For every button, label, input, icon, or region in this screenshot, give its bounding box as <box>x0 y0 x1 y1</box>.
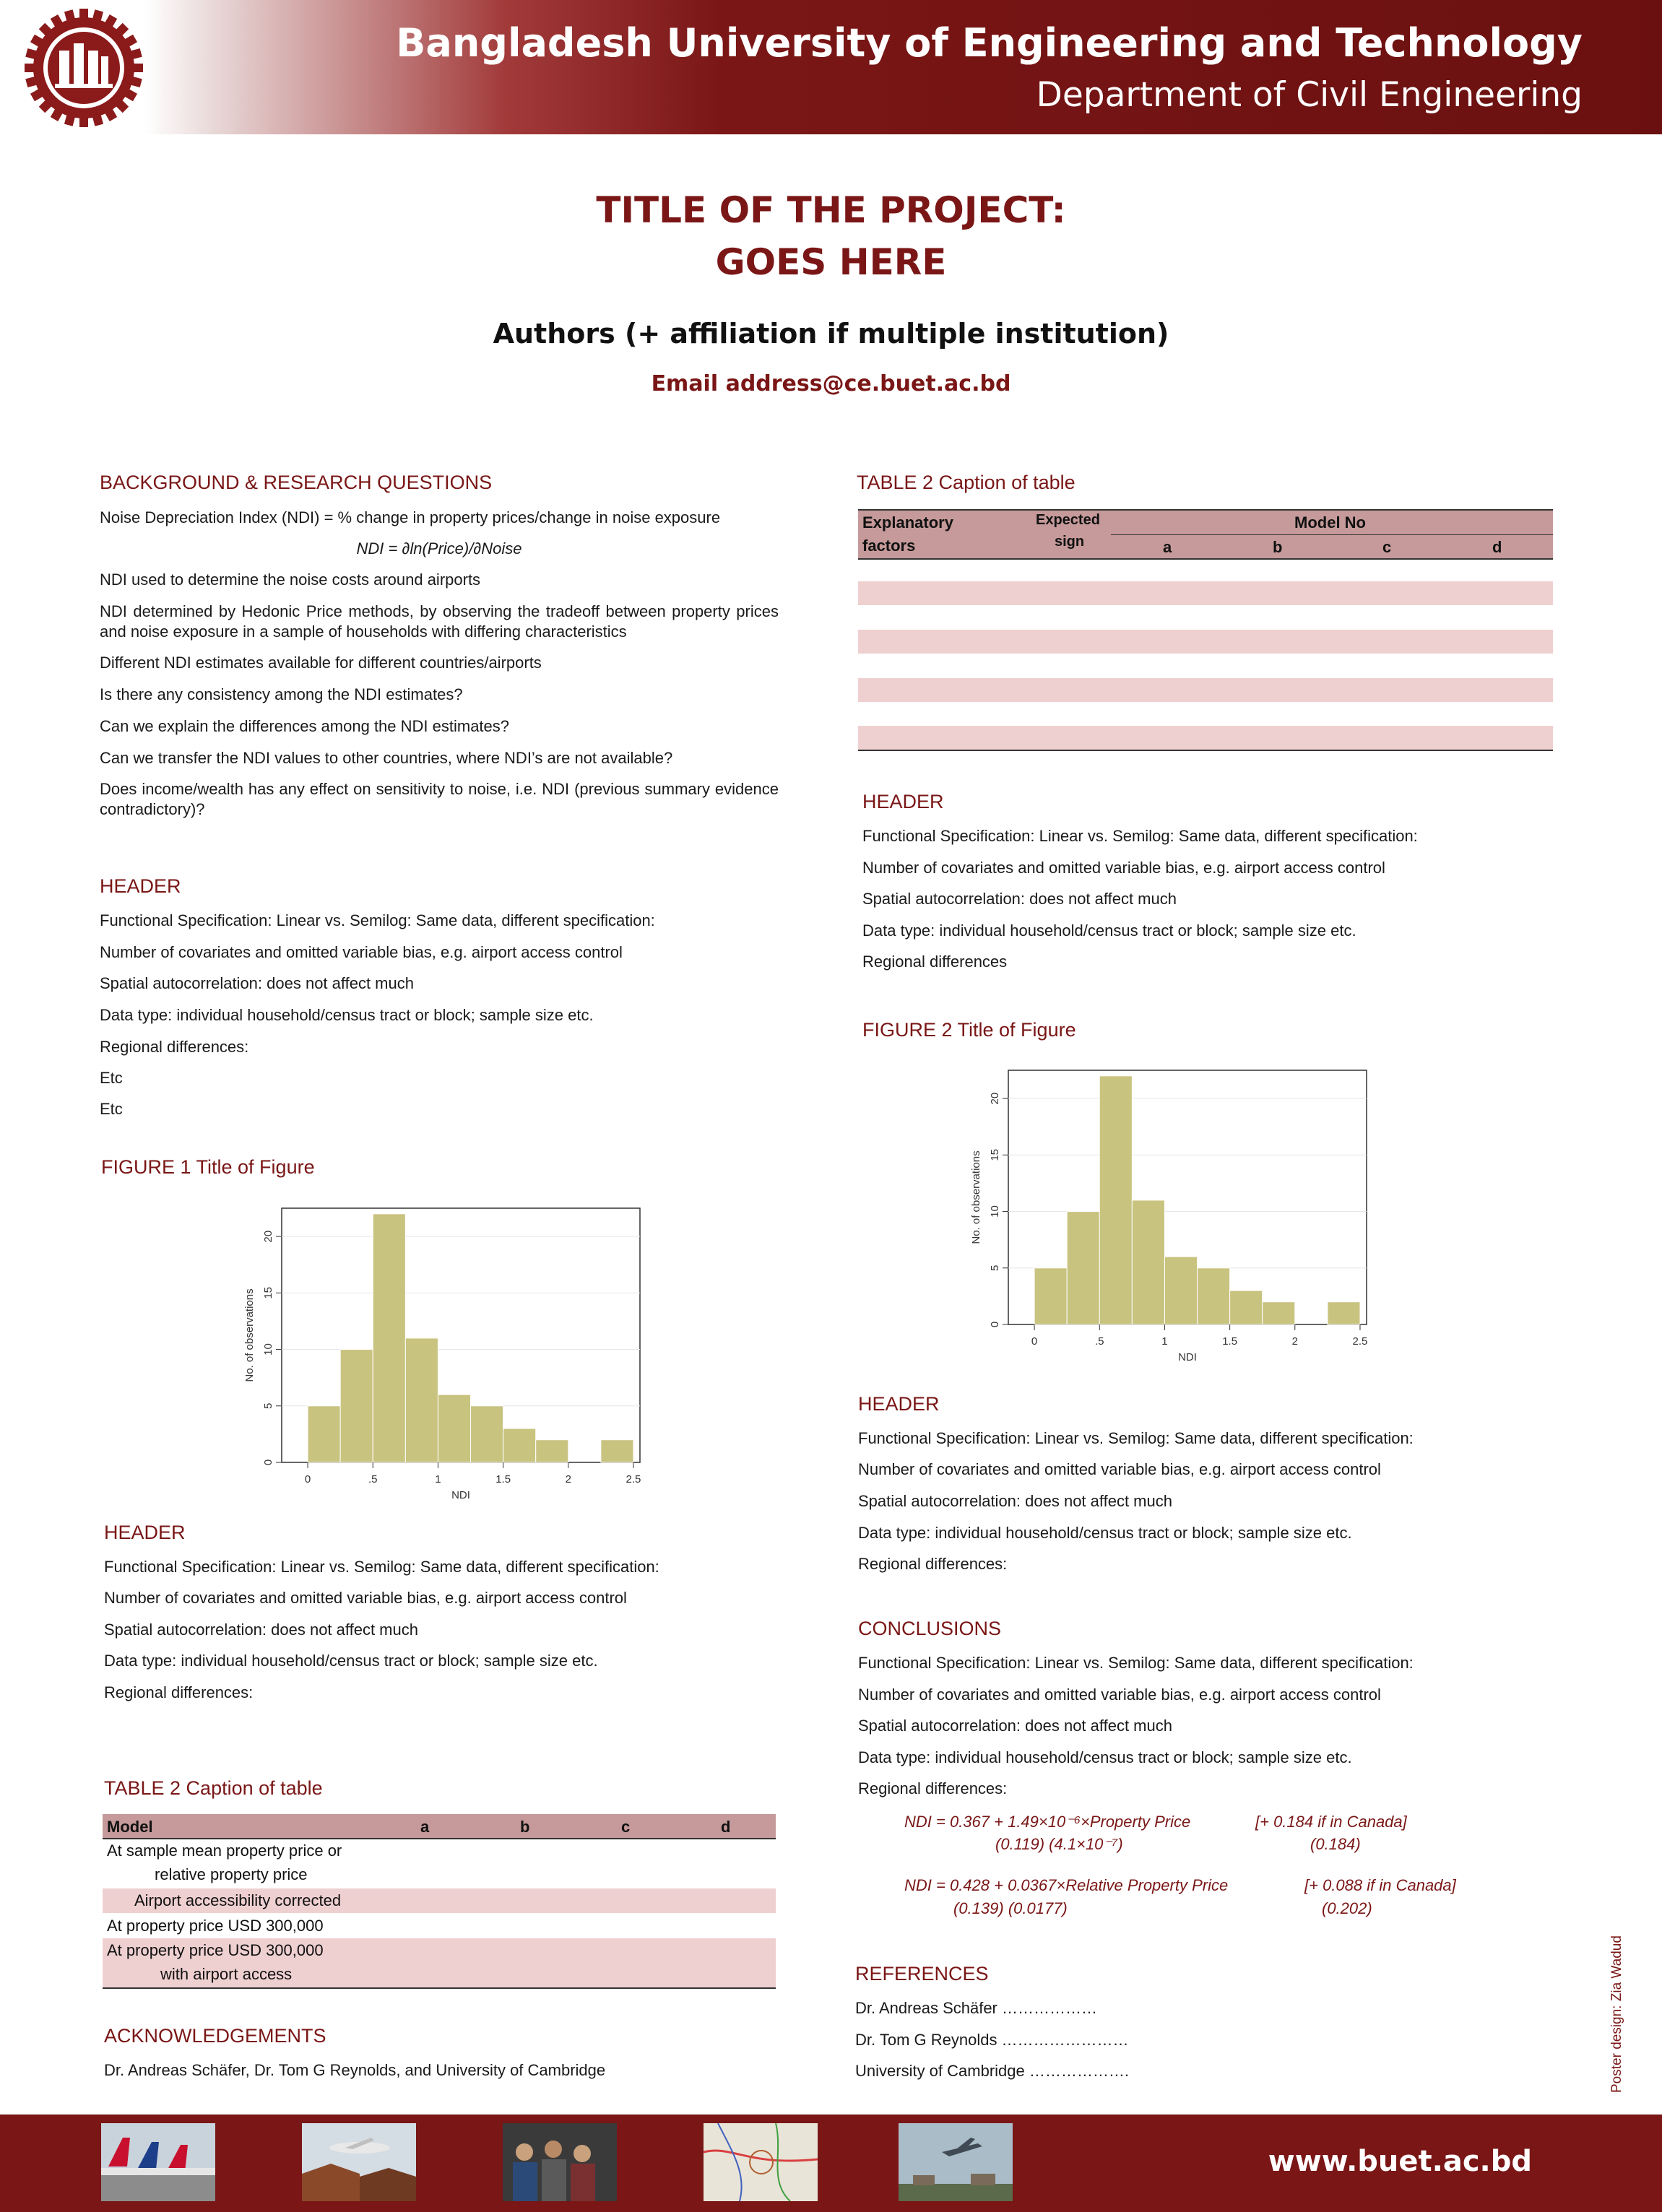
y-tick-label: 0 <box>262 1459 274 1466</box>
buet-gear-logo-icon <box>22 6 146 130</box>
left-header-1-line: Etc <box>100 1069 123 1087</box>
left-header-1-line: Data type: individual household/census tract or block; sample size etc. <box>100 1006 594 1024</box>
map-photo <box>704 2123 818 2201</box>
formula2-canada-se: (0.202) <box>1322 1899 1372 1917</box>
x-tick-label: 1.5 <box>495 1473 511 1485</box>
left-header-2-line: Number of covariates and omitted variable bias, e.g. airport access control <box>104 1589 627 1607</box>
y-tick-label: 5 <box>262 1402 274 1409</box>
x-tick-label: .5 <box>368 1473 378 1485</box>
background-item: Does income/wealth has any effect on sensitivity to noise, i.e. NDI (previous summary evidence contradictory)? <box>100 780 779 818</box>
left-header-1-line: Functional Specification: Linear vs. Semilog: Same data, different specification: <box>100 911 655 929</box>
x-tick-label: 2.5 <box>1352 1335 1368 1348</box>
figure2-histogram <box>951 1064 1384 1368</box>
table-row <box>858 678 1553 702</box>
plane-over-houses-photo <box>302 2123 416 2201</box>
poster-credit <box>1605 1907 1627 2094</box>
right-table-col-d: d <box>1492 538 1502 556</box>
right-table-caption: TABLE 2 Caption of table <box>857 472 1075 493</box>
left-table-col-a: a <box>420 1818 430 1836</box>
right-table-header <box>858 509 1553 560</box>
email-address[interactable]: Email address@ce.buet.ac.bd <box>651 371 1011 396</box>
background-item: Can we transfer the NDI values to other countries, where NDI’s are not available? <box>100 749 673 767</box>
background-item: Noise Depreciation Index (NDI) = % change in property prices/change in noise exposure <box>100 508 721 526</box>
background-item: Can we explain the differences among the NDI estimates? <box>100 717 510 735</box>
y-tick-label: 0 <box>989 1321 1001 1328</box>
histogram-bar <box>1328 1302 1360 1324</box>
project-title-line1: TITLE OF THE PROJECT: <box>596 189 1066 231</box>
left-header-1-line: Number of covariates and omitted variable bias, e.g. airport access control <box>100 943 623 961</box>
y-tick-label: 15 <box>262 1286 274 1299</box>
x-tick-label: 1.5 <box>1222 1335 1238 1348</box>
table-row <box>858 726 1553 750</box>
background-heading: BACKGROUND & RESEARCH QUESTIONS <box>100 472 493 493</box>
y-tick-label: 10 <box>262 1343 274 1356</box>
right-header-1-line: Functional Specification: Linear vs. Semilog: Same data, different specification: <box>862 827 1418 845</box>
conclusions-line: Data type: individual household/census tract or block; sample size etc. <box>858 1748 1352 1766</box>
website-link[interactable]: www.buet.ac.bd <box>1268 2145 1532 2178</box>
left-header-2-line: Functional Specification: Linear vs. Semilog: Same data, different specification: <box>104 1558 659 1576</box>
formula1-canada: [+ 0.184 if in Canada] <box>1255 1813 1407 1831</box>
left-table-row-label: relative property price <box>155 1865 308 1883</box>
y-axis-label: No. of observations <box>243 1288 256 1382</box>
left-header-1-line: Spatial autocorrelation: does not affect much <box>100 974 414 992</box>
right-table-col-a: a <box>1163 538 1172 556</box>
formula1-se: (0.119) (4.1×10⁻⁷) <box>995 1835 1123 1853</box>
model-header-divider <box>1111 534 1553 535</box>
histogram-bar <box>1034 1268 1067 1324</box>
histogram-bar <box>1198 1268 1230 1324</box>
right-table-col-expected: sign <box>1055 534 1085 550</box>
passengers-meeting-photo <box>503 2123 617 2201</box>
left-table-col-b: b <box>520 1818 530 1836</box>
reference-item: University of Cambridge ………………. <box>855 2062 1129 2080</box>
left-header-2-line: Data type: individual household/census tract or block; sample size etc. <box>104 1652 598 1670</box>
reference-item: Dr. Andreas Schäfer ……………… <box>855 1999 1097 2017</box>
right-header-1-line: Regional differences <box>862 953 1008 971</box>
x-tick-label: 1 <box>435 1473 441 1485</box>
formula1-main: NDI = 0.367 + 1.49×10⁻⁶×Property Price <box>904 1813 1191 1831</box>
conclusions-heading: CONCLUSIONS <box>858 1618 1002 1639</box>
airplanes-tails-photo <box>101 2123 215 2201</box>
histogram-bar <box>503 1428 536 1462</box>
left-header-2-line: Regional differences: <box>104 1683 254 1701</box>
right-header-1: HEADER <box>862 791 944 812</box>
left-table-row-label: At property price USD 300,000 <box>107 1941 324 1959</box>
histogram-bar <box>405 1338 438 1462</box>
formula2-main: NDI = 0.428 + 0.0367×Relative Property Price <box>904 1876 1229 1894</box>
y-tick-label: 10 <box>989 1205 1001 1218</box>
right-header-2-line: Spatial autocorrelation: does not affect much <box>858 1492 1172 1510</box>
x-tick-label: 2 <box>1291 1335 1298 1348</box>
right-table-bottom-rule <box>858 750 1553 751</box>
histogram-bar <box>601 1440 633 1462</box>
histogram-bar <box>373 1214 405 1462</box>
left-table-row-label: with airport access <box>160 1965 293 1983</box>
x-axis-label: NDI <box>1178 1351 1197 1363</box>
histogram-bar <box>308 1406 340 1462</box>
left-table-row-label: At sample mean property price or <box>107 1842 342 1860</box>
x-tick-label: 0 <box>304 1473 311 1485</box>
histogram-bar <box>536 1440 568 1462</box>
left-table-caption: TABLE 2 Caption of table <box>104 1777 323 1799</box>
left-table-col-c: c <box>621 1818 631 1836</box>
left-header-2: HEADER <box>104 1522 186 1543</box>
histogram-bar <box>471 1406 503 1462</box>
x-axis-label: NDI <box>451 1489 470 1501</box>
y-tick-label: 20 <box>989 1092 1001 1105</box>
figure1-heading: FIGURE 1 Title of Figure <box>101 1156 315 1178</box>
right-header-1-line: Spatial autocorrelation: does not affect much <box>862 890 1177 908</box>
right-table-col-explanatory: Explanatory <box>862 513 953 532</box>
histogram-bar <box>438 1395 470 1462</box>
poster-credit-text: Poster design: Zia Wadud <box>1609 1935 1624 2093</box>
left-header-1-line: Etc <box>100 1100 123 1118</box>
y-tick-label: 20 <box>262 1230 274 1243</box>
right-header-2-line: Regional differences: <box>858 1555 1008 1573</box>
background-item: NDI determined by Hedonic Price methods, by observing the tradeoff between property prices and noise exposure in a sample of households with differing characteristics <box>100 602 779 641</box>
left-header-2-line: Spatial autocorrelation: does not affect much <box>104 1621 418 1639</box>
histogram-bar <box>1067 1212 1099 1324</box>
right-table-col-model: Model No <box>1294 513 1366 532</box>
acknowledgements-text: Dr. Andreas Schäfer, Dr. Tom G Reynolds, and University of Cambridge <box>104 2061 606 2079</box>
right-header-1-line: Number of covariates and omitted variable bias, e.g. airport access control <box>862 859 1385 877</box>
reference-item: Dr. Tom G Reynolds …………………… <box>855 2031 1129 2049</box>
background-item: Is there any consistency among the NDI estimates? <box>100 685 463 703</box>
right-table-col-b: b <box>1273 538 1283 556</box>
formula2-se: (0.139) (0.0177) <box>953 1899 1068 1917</box>
right-table-col-explanatory: factors <box>862 537 916 555</box>
acknowledgements-heading: ACKNOWLEDGEMENTS <box>104 2025 326 2047</box>
right-table-col-c: c <box>1382 538 1392 556</box>
figure2-heading: FIGURE 2 Title of Figure <box>862 1019 1076 1041</box>
background-item: NDI used to determine the noise costs around airports <box>100 571 481 589</box>
conclusions-line: Spatial autocorrelation: does not affect much <box>858 1717 1172 1735</box>
authors: Authors (+ affiliation if multiple institution) <box>493 318 1169 350</box>
histogram-bar <box>1132 1200 1164 1324</box>
conclusions-line: Regional differences: <box>858 1779 1008 1797</box>
ndi-formula: NDI = ∂ln(Price)/∂Noise <box>356 539 522 558</box>
formula1-canada-se: (0.184) <box>1310 1835 1361 1853</box>
left-table-col-model: Model <box>107 1818 153 1836</box>
left-table-col-d: d <box>721 1818 731 1836</box>
conclusions-line: Number of covariates and omitted variable bias, e.g. airport access control <box>858 1686 1381 1704</box>
x-tick-label: 2 <box>565 1473 571 1485</box>
histogram-bar <box>340 1350 373 1462</box>
left-header-1: HEADER <box>100 875 181 897</box>
histogram-bar <box>1263 1302 1295 1324</box>
x-tick-label: 1 <box>1161 1335 1168 1348</box>
y-tick-label: 5 <box>989 1265 1001 1271</box>
left-table-row-label: At property price USD 300,000 <box>107 1917 324 1935</box>
x-tick-label: 2.5 <box>626 1473 641 1485</box>
right-header-2: HEADER <box>858 1393 940 1415</box>
left-table-row-label: Airport accessibility corrected <box>134 1891 342 1909</box>
conclusions-line: Functional Specification: Linear vs. Semilog: Same data, different specification: <box>858 1654 1414 1672</box>
university-name: Bangladesh University of Engineering and Technology <box>396 20 1583 66</box>
table-row <box>858 630 1553 654</box>
plane-landing-photo <box>899 2123 1013 2201</box>
references-heading: REFERENCES <box>855 1963 989 1985</box>
background-item: Different NDI estimates available for different countries/airports <box>100 654 542 672</box>
x-tick-label: 0 <box>1031 1335 1038 1348</box>
y-axis-label: No. of observations <box>970 1150 982 1244</box>
y-tick-label: 15 <box>989 1148 1001 1161</box>
project-title-line2: GOES HERE <box>715 241 947 283</box>
department-name: Department of Civil Engineering <box>1036 75 1583 115</box>
left-header-1-line: Regional differences: <box>100 1038 249 1056</box>
right-table-col-expected: Expected <box>1036 512 1100 528</box>
left-table-header <box>103 1814 776 1839</box>
right-header-1-line: Data type: individual household/census tract or block; sample size etc. <box>862 921 1356 940</box>
histogram-bar <box>1164 1257 1197 1324</box>
table-row <box>858 581 1553 605</box>
histogram-bar <box>1099 1076 1132 1324</box>
right-header-2-line: Functional Specification: Linear vs. Semilog: Same data, different specification: <box>858 1429 1414 1447</box>
formula2-canada: [+ 0.088 if in Canada] <box>1304 1876 1456 1894</box>
x-tick-label: .5 <box>1094 1335 1104 1348</box>
right-header-2-line: Number of covariates and omitted variable bias, e.g. airport access control <box>858 1460 1381 1478</box>
figure1-histogram <box>224 1202 657 1506</box>
right-header-2-line: Data type: individual household/census tract or block; sample size etc. <box>858 1524 1352 1542</box>
histogram-bar <box>1230 1291 1263 1324</box>
